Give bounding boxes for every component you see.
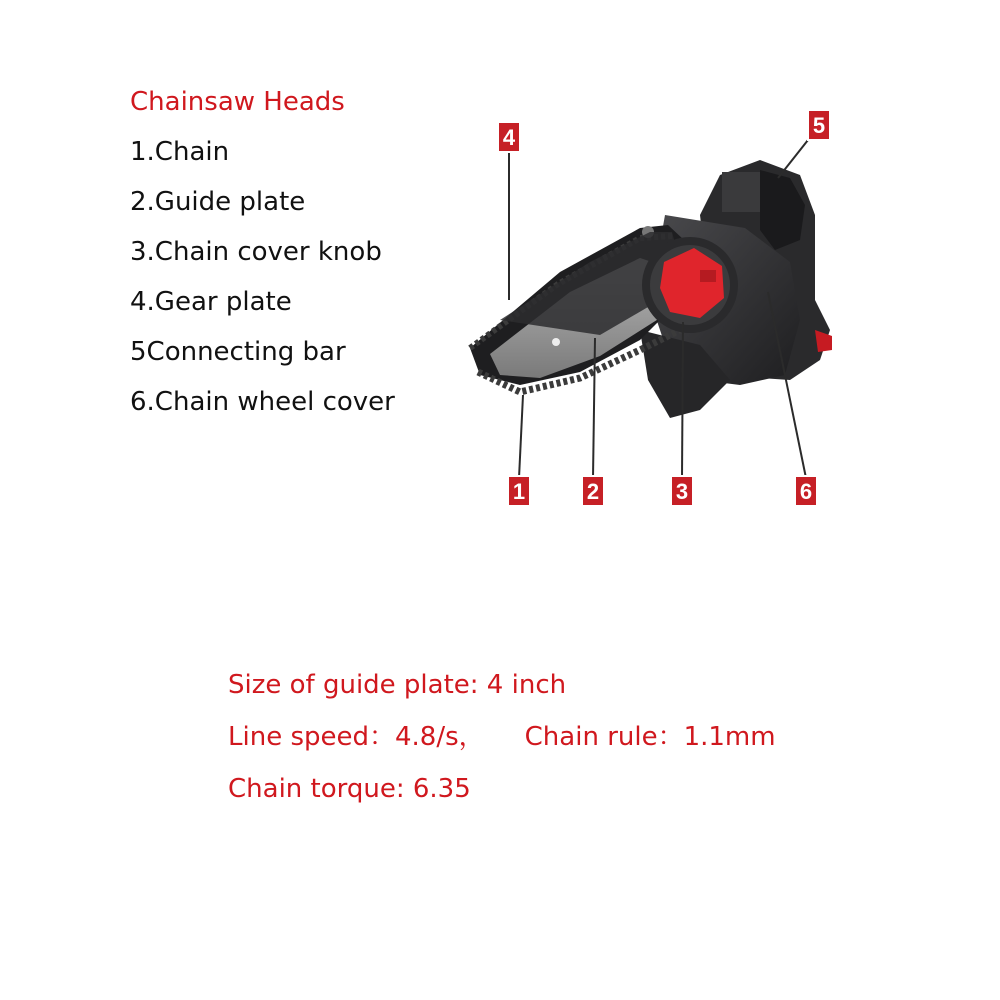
- callout-5: [808, 110, 830, 140]
- part-item-chain-cover-knob: 3.Chain cover knob: [130, 237, 382, 267]
- callout-3: [671, 476, 693, 506]
- callout-label-3: 3: [675, 479, 689, 504]
- spec-speed-rule-row: [228, 716, 776, 768]
- part-item-guide-plate: 2.Guide plate: [130, 187, 306, 217]
- leader-line-1: [519, 395, 523, 478]
- spec-line-speed: Line speed：4.8/s，: [228, 722, 485, 752]
- spec-guide-plate-size: Size of guide plate: 4 inch: [228, 670, 567, 700]
- spec-chain-rule: Chain rule：1.1mm: [524, 722, 776, 752]
- callout-1: [508, 476, 530, 506]
- spec-chain-torque: Chain torque: 6.35: [228, 774, 471, 804]
- part-item-chain-wheel-cover: 6.Chain wheel cover: [130, 387, 395, 417]
- chain-cover-knob: [642, 237, 738, 333]
- callout-label-5: 5: [812, 113, 826, 138]
- part-item-gear-plate: 4.Gear plate: [130, 287, 292, 317]
- part-item-connecting-bar: 5Connecting bar: [130, 337, 346, 367]
- callout-label-4: 4: [502, 125, 516, 150]
- specs-panel: [228, 664, 776, 820]
- part-item-chain: 1.Chain: [130, 137, 230, 167]
- leader-line-3: [682, 322, 683, 478]
- callout-label-1: 1: [512, 479, 526, 504]
- callout-label-6: 6: [799, 479, 813, 504]
- callout-2: [582, 476, 604, 506]
- parts-title: Chainsaw Heads: [130, 87, 345, 117]
- callout-4: [498, 122, 520, 152]
- leader-line-5: [778, 140, 808, 178]
- callout-label-2: 2: [586, 479, 600, 504]
- callout-6: [795, 476, 817, 506]
